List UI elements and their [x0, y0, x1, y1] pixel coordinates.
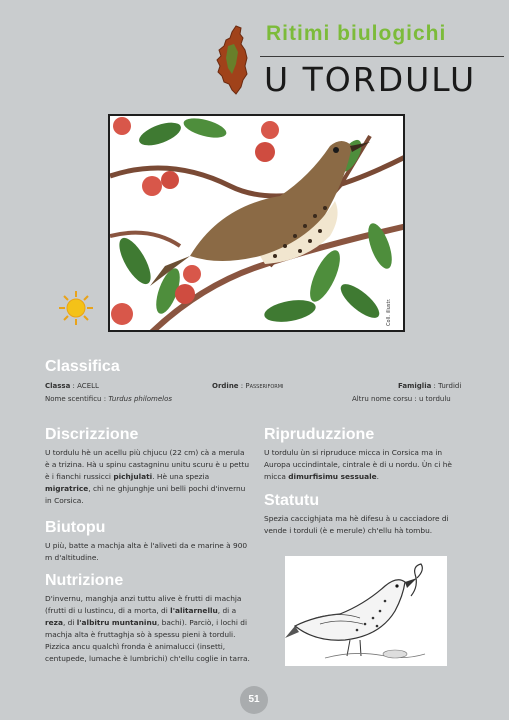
ripruduzzione-text — [264, 447, 469, 483]
scientific-name-value: Turdus philomelos — [108, 395, 173, 403]
statutu-heading: Statutu — [264, 492, 320, 509]
corsica-map-icon — [214, 24, 254, 96]
statutu-text: Spezia caccighjata ma hè difesu à u cacciadore di vende i torduli (è e merule) ch'ellu hà tombu. — [264, 514, 449, 535]
biutopu-heading: Biutopu — [45, 519, 106, 536]
other-name-row — [352, 395, 451, 403]
nutrizione-term: reza — [45, 618, 63, 627]
ripruduzzione-heading: Ripruduzzione — [264, 426, 375, 443]
thrush-illustration — [108, 114, 405, 332]
famiglia-label: Famiglia — [398, 382, 432, 390]
biutopu-text: U più, batte a machja alta è l'aliveti da e marine à 900 m d'altitudine. — [45, 541, 248, 562]
kicker-title: Ritimi biulogichi — [266, 22, 447, 45]
ripruduzzione-part: . — [376, 472, 380, 481]
classifica-heading: Classifica — [45, 358, 120, 375]
classe-label: Classa — [45, 382, 71, 390]
nutrizione-part: , bachi). Parciò, i lochi di machja alta è fruttaghja sò à spessu pieni à torduli. Pizzica ancu qualchì fronda è animalucci (insetti, centupede, lumache è lumbrichi) ch'ellu coglie in tarra. — [45, 618, 250, 663]
other-name-value: u tordulu — [419, 395, 451, 403]
nutrizione-term: l'albitru muntaninu — [76, 618, 157, 627]
thrush-sketch — [285, 556, 447, 666]
thrush-painting — [110, 116, 405, 332]
scientific-name-label: Nome scentificu : — [45, 395, 107, 403]
nutrizione-part: , di a — [217, 606, 237, 615]
nutrizione-heading: Nutrizione — [45, 572, 124, 589]
ordine-row: Ordine : Passeriformi — [212, 382, 284, 390]
discrizzione-term: migratrice — [45, 484, 89, 493]
nutrizione-part: D'invernu, manghja anzi tuttu alive è frutti di machja (frutti di u lustincu, di a morta, di — [45, 594, 242, 615]
page-header — [214, 14, 504, 104]
page-title: U TORDULU — [264, 60, 477, 99]
discrizzione-part: U tordulu hè un acellu più chjucu (22 cm) cà a merula è a trizina. Hà u spinu castagninu unitu scuru è u pettu è i fianchi russicci — [45, 448, 250, 481]
thrush-sketch-drawing — [285, 556, 447, 666]
discrizzione-term: pichjulati — [113, 472, 153, 481]
famiglia-value: Turdidi — [438, 382, 462, 390]
famiglia-row: Famiglia : Turdidi — [398, 382, 462, 390]
scientific-name-row — [45, 395, 172, 403]
ordine-value: Passeriformi — [245, 382, 284, 390]
classe-row: Classa : ACELL — [45, 382, 99, 390]
nutrizione-text — [45, 593, 250, 665]
discrizzione-part: . Hè una spezia — [152, 472, 210, 481]
page-number: 51 — [240, 686, 268, 714]
discrizzione-heading: Discrizzione — [45, 426, 139, 443]
nutrizione-term: l'alitarnellu — [170, 606, 218, 615]
discrizzione-text — [45, 447, 250, 507]
illustration-signature: Coll. illustr. — [386, 298, 392, 326]
ripruduzzione-part: U tordulu ùn si ripruduce micca in Corsica ma in Auropa uccindintale, cintrale è di u nordu. Ùn ci hè micca — [264, 448, 452, 481]
other-name-label: Altru nome corsu : — [352, 395, 417, 403]
ripruduzzione-term: dimurfisimu sessuale — [288, 472, 377, 481]
nutrizione-part: , di — [62, 618, 77, 627]
ordine-label: Ordine — [212, 382, 239, 390]
header-rule — [260, 56, 504, 57]
classe-value: ACELL — [77, 382, 99, 390]
discrizzione-part: , chì ne ghjunghje uni belli pochi d'invernu in Corsica. — [45, 484, 246, 505]
sun-icon — [58, 290, 94, 326]
